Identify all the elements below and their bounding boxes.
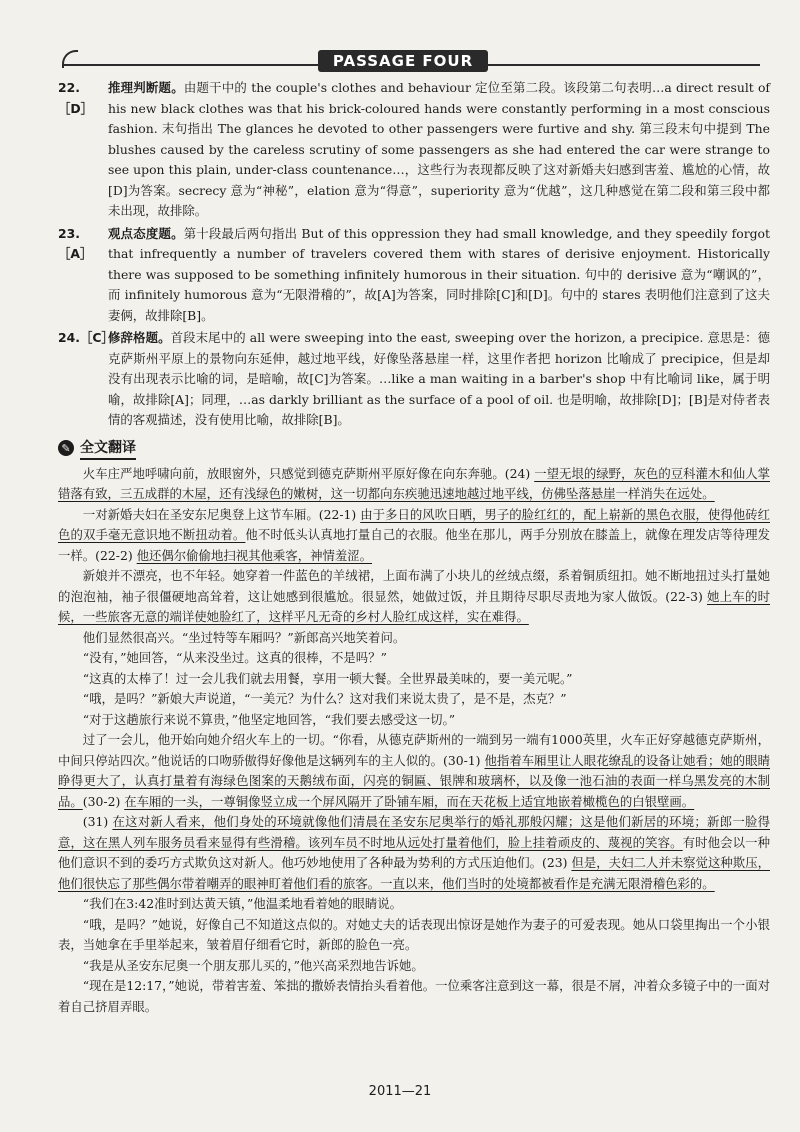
question-explanation <box>58 328 770 431</box>
translation-paragraph <box>58 976 770 1017</box>
text-segment: (30-2) <box>82 793 125 809</box>
text-segment: 过了一会儿，他开始向她介绍火车上的一切。“你看，从德克萨斯州的一端到另一端有1000英里，火车正好穿越德克萨斯州，中间只停站四次。”他说话的口吻骄傲得好像他是这辆列车的主人似的。(30-1) <box>58 732 770 768</box>
translation-paragraph <box>58 956 770 977</box>
text-segment: (31) <box>82 814 113 829</box>
translation-paragraph <box>58 566 770 628</box>
passage-banner: PASSAGE FOUR <box>318 50 488 72</box>
text-segment: “哦，是吗？”她说，好像自己不知道这点似的。对她丈夫的话表现出惊讶是她作为妻子的可爱表现。她从口袋里掏出一个小银表，当她拿在手里举起来，皱着眉仔细看它时，新郎的脸色一亮。 <box>58 916 770 952</box>
translation-body <box>58 464 770 1018</box>
translation-heading <box>58 437 770 460</box>
page-number: 2011—21 <box>368 1084 432 1099</box>
explanation-text: 第十段最后两句指出 But of this oppression they had small knowledge, and they speedily forgot that infrequently a number of travelers covered them with stares of derisive enjoyment. Historically there was supposed to be something infinitely humorous in their situation. 句中的 derisive 意为“嘲讽的”，而 infinitely humorous 意为“无限滑稽的”，故[A]为答案，同时排除[C]和[D]。句中的 stares 表明他们注意到了这夫妻俩，故排除[B]。 <box>108 225 770 323</box>
question-text <box>108 328 770 431</box>
explanation-text: 由题干中的 the couple's clothes and behaviour 定位至第二段。该段第二句表明…a direct result of his new black clothes was that his brick-coloured hands were constantly performing in a most conscious fashion. 末句指出 The glances he devoted to other passengers were furtive and shy. 第三段末句中提到 The blushes caused by the careless scrutiny of some passengers as she had entered the car were strange to see upon this plain, under-class countenance…，这些行为表现都反映了这对新婚夫妇感到害羞、尴尬的心情，故[D]为答案。secrecy 意为“神秘”，elation 意为“得意”，superiority 意为“优越”，这几种感觉在第二段和第三段中都未出现，故排除。 <box>108 80 771 218</box>
underlined-text: 由于多日的风吹日晒，男子的脸红红的，配上崭新的黑色衣服，使得他砖红色的双手毫无意识地不断扭动着。 <box>58 506 770 542</box>
text-segment: “我是从圣安东尼奥一个朋友那儿买的，”他兴高采烈地告诉她。 <box>82 957 424 973</box>
question-type: 修辞格题。 <box>108 330 171 345</box>
translation-paragraph <box>58 915 770 956</box>
translation-paragraph <box>58 628 770 649</box>
text-segment: “没有，”她回答，“从来没坐过。这真的很棒，不是吗？” <box>82 650 387 665</box>
answer-explanations <box>58 78 770 431</box>
underlined-text: 她上车的时候，一些旅客无意的端详使她脸红了，这样平凡无奇的乡村人脸红成这样，实在难得。 <box>58 588 770 624</box>
translation-paragraph <box>58 894 770 915</box>
underlined-text: 一望无垠的绿野，灰色的豆科灌木和仙人掌错落有致，三五成群的木屋，还有浅绿色的嫩树，这一切都向东疾驰迅速地越过地平线，仿佛坠落悬崖一样消失在远处。 <box>58 465 771 501</box>
question-explanation <box>58 78 770 222</box>
pencil-icon: ✎ <box>58 440 74 456</box>
text-segment: 火车庄严地呼啸向前，放眼窗外，只感觉到德克萨斯州平原好像在向东奔驰。(24) <box>82 465 535 481</box>
translation-paragraph <box>58 730 770 812</box>
translation-paragraph <box>58 710 770 731</box>
text-segment: 一对新婚夫妇在圣安东尼奥登上这节车厢。(22-1) <box>82 506 361 522</box>
translation-paragraph <box>58 505 770 567</box>
translation-paragraph <box>58 464 770 505</box>
question-text <box>108 78 770 222</box>
question-text <box>108 224 770 327</box>
text-segment: “哦，是吗？”新娘大声说道，“一美元？为什么？这对我们来说太贵了，是不是，杰克？” <box>82 691 567 706</box>
question-type: 推理判断题。 <box>108 80 184 95</box>
underlined-text: 他还偶尔偷偷地扫视其他乘客，神情羞涩。 <box>136 547 373 563</box>
text-segment: 他们显然很高兴。“坐过特等车厢吗？”新郎高兴地笑着问。 <box>82 629 406 645</box>
text-segment: 他不时低头认真地打量自己的衣服。他坐在那儿，两手分别放在膝盖上，就像在理发店等待理发一样。(22-2) <box>58 527 771 563</box>
translation-title: 全文翻译 <box>80 437 136 460</box>
text-segment: “这真的太棒了！过一会儿我们就去用餐，享用一顿大餐。全世界最美味的，要一美元呢。” <box>82 670 573 686</box>
text-segment: 新娘并不漂亮，也不年轻。她穿着一件蓝色的羊绒裙，上面布满了小块儿的丝绒点缀，系着铜质纽扣。她不断地扭过头打量她的泡泡袖，袖子很僵硬地高耸着，这让她感到很尴尬。很显然，她做过饭，并且期待尽职尽责地为家人做饭。(22-3) <box>58 568 770 604</box>
translation-paragraph <box>58 812 770 894</box>
translation-paragraph <box>58 648 770 669</box>
question-number: 24.［C］ <box>58 330 114 345</box>
translation-paragraph <box>58 689 770 710</box>
underlined-text: 但是，夫妇二人并未察觉这种欺压，他们很快忘了那些偶尔带着嘲弄的眼神盯着他们看的旅客。一直以来，他们当时的处境都被看作是充满无限滑稽色彩的。 <box>58 855 770 891</box>
text-segment: “对于这趟旅行来说不算贵，”他坚定地回答，“我们要去感受这一切。” <box>82 711 456 727</box>
underlined-text: 他指着车厢里让人眼花缭乱的设备让她看；她的眼睛睁得更大了，认真打量着有海绿色图案的天鹅绒布面，闪亮的铜匾、银牌和玻璃杯，以及像一池石油的表面一样乌黑发亮的木制品。 <box>58 752 770 809</box>
text-segment: “现在是12:17，”她说，带着害羞、笨拙的撒娇表情抬头看着他。一位乘客注意到这一幕，很是不屑，冲着众多镜子中的一面对着自己挤眉弄眼。 <box>58 978 770 1014</box>
translation-paragraph <box>58 669 770 690</box>
question-number: 22.［D］ <box>58 80 94 116</box>
question-explanation <box>58 224 770 327</box>
underlined-text: 在这对新人看来，他们身处的环境就像他们清晨在圣安东尼奥举行的婚礼那般闪耀；这是他们新居的环境；新郎一脸得意，这在黑人列车服务员看来显得有些滑稽。该列车员不时地从远处打量着他们，脸上挂着顽皮的、蔑视的笑容。 <box>58 814 771 850</box>
question-number: 23.［A］ <box>58 225 93 261</box>
underlined-text: 在车厢的一头，一尊铜像竖立成一个屏风隔开了卧铺车厢，而在天花板上适宜地嵌着橄榄色的白银壁画。 <box>124 793 695 809</box>
text-segment: “我们在3:42准时到达黄天镇，”他温柔地看着她的眼睛说。 <box>82 896 403 911</box>
content <box>58 78 770 1017</box>
question-type: 观点态度题。 <box>108 225 184 241</box>
text-segment: 有时他会以一种他们意识不到的委巧方式欺负这对新人。他巧妙地使用了各种最为势利的方式压迫他们。(23) <box>58 834 771 870</box>
explanation-text: 首段末尾中的 all were sweeping into the east, sweeping over the horizon, a precipice. 意思是：德克萨斯州平原上的景物向东延伸，越过地平线，好像坠落悬崖一样，这里作者把 horizon 比喻成了 precipice，但是却没有出现表示比喻的词，是暗喻，故[C]为答案。…like a man waiting in a barber's shop 中有比喻词 like，属于明喻，故排除[A]；同理，…as darkly brilliant as the surface of a pool of oil. 也是明喻，故排除[D]；[B]是对侍者表情的客观描述，没有使用比喻，故排除[B]。 <box>108 330 770 427</box>
